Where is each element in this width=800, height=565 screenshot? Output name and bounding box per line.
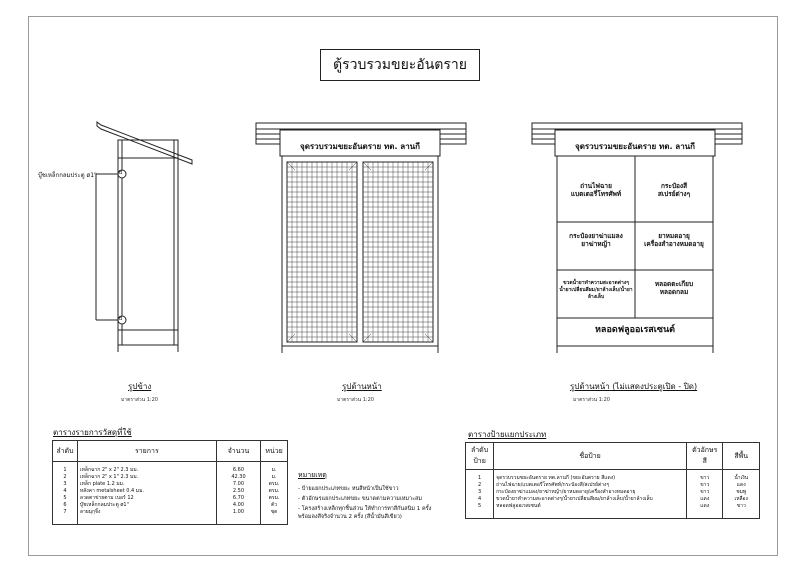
signs-row [466,470,760,483]
materials-cell: ม. [261,462,288,475]
signs-cell: ขาว [687,482,723,489]
materials-cell: 42.30 [216,474,260,481]
signs-cell: กระป๋องยาฆ่าแมลง/ยาฆ่าหญ้า/ยาหมดอายุ/เครื่องสำอางหมดอายุ [494,489,687,496]
materials-header-item: รายการ [77,441,216,462]
materials-cell: 5 [53,495,78,502]
signs-table [465,442,760,519]
signs-cell: ขาว [687,489,723,496]
signs-row [466,482,760,489]
front-view-caption: รูปด้านหน้า [342,382,382,391]
signs-row [466,496,760,503]
signs-header-bg-color: สีพื้น [723,443,760,470]
materials-row [53,502,288,509]
materials-cell: ตรม. [261,488,288,495]
materials-cell: ตรม. [261,495,288,502]
signs-spacer [466,510,760,519]
materials-cell: 1 [53,462,78,475]
signs-row [466,503,760,510]
materials-cell: ลวดตาข่ายตาม เบอร์ 12 [77,495,216,502]
materials-cell: 4.00 [216,502,260,509]
signs-title: ตารางป้ายแยกประเภท [468,430,547,439]
materials-cell: 6.70 [216,495,260,502]
materials-cell: หลังคา metalsheet 0.4 มม. [77,488,216,495]
materials-cell: 2.50 [216,488,260,495]
materials-cell: ม. [261,474,288,481]
materials-row [53,495,288,502]
signs-cell: ถ่านไฟฉาย/แบตเตอรี่โทรศัพท์/กระป๋องสี/สเปรย์ต่างๆ [494,482,687,489]
side-view-callout: บู๊ชเหล็กกลมประตู ø1" [38,172,97,179]
front-view-scale: มาตราส่วน 1:20 [337,397,374,403]
zone-paint-cans: กระป๋องสี สเปรย์ต่างๆ [657,182,691,198]
note-line: - ตัวอักษรแยกประเภทขยะ ขนาดตามความเหมาะสม [298,496,423,502]
materials-cell: บู๊ชเหล็กกลมประตู ø1" [77,502,216,509]
signs-body [466,470,760,519]
notes [298,470,431,521]
materials-cell: 7.00 [216,481,260,488]
materials-header-unit: หน่วย [261,441,288,462]
notes-title: หมายเหตุ [298,471,327,479]
signs-cell: เหลือง [723,496,760,503]
front-open-view-caption: รูปด้านหน้า (ไม่แสดงประตูเปิด - ปิด) [570,382,698,391]
materials-cell: 6.60 [216,462,260,475]
side-view-drawing [96,122,192,352]
zone-pesticide: กระป๋องยาฆ่าแมลง ยาฆ่าหญ้า [569,232,623,248]
materials-cell: 1.00 [216,509,260,516]
materials-body [53,462,288,525]
note-line: พร้อมลงสีจริงจำนวน 2 ครั้ง (สีน้ำมันสีเขียว) [298,514,402,520]
materials-cell: เหล็ก plate 1.2 มม. [77,481,216,488]
front-view-drawing [256,123,466,353]
signs-header-no: ลำดับ ป้าย [466,443,494,470]
mesh-line [349,334,357,342]
signs-cell: แดง [723,482,760,489]
mesh-line [425,334,433,342]
side-view-marker-top: B [119,170,123,176]
materials-row [53,481,288,488]
materials-cell: 3 [53,481,78,488]
signs-cell: 5 [466,503,494,510]
side-view-marker-bottom: B [119,316,123,322]
mesh-line [349,162,357,170]
materials-header-qty: จำนวน [216,441,260,462]
zone-fluorescent: หลอดฟลูออเรสเซนต์ [595,325,675,335]
signs-cell: ขวดน้ำยาทำความสะอาดต่างๆ/น้ำยาเปลี่ยนสีผม/ยาล้างเล็บ/น้ำยาล้างเล็บ [494,496,687,503]
materials-cell: เหล็กฉาก 2" x 2" 2.3 มม. [77,462,216,475]
zone-expired: ยาหมดอายุ เครื่องสำอางหมดอายุ [644,232,704,248]
side-view-scale: มาตราส่วน 1:20 [121,397,158,403]
signs-cell: 4 [466,496,494,503]
zone-lamps: หลอดตะเกียบ หลอดกลม [654,280,694,296]
front-open-view-scale: มาตราส่วน 1:20 [573,397,610,403]
signs-cell: แดง [687,496,723,503]
signs-cell: ชมพู [723,489,760,496]
materials-cell: 2 [53,474,78,481]
signs-cell: แดง [687,503,723,510]
materials-cell: 7 [53,509,78,516]
drawing-title: ตู้รวบรวมขยะอันตราย [320,49,480,81]
materials-cell: 4 [53,488,78,495]
materials-cell: ลายมุกุจิ้ง [77,509,216,516]
front-view-sign: จุดรวบรวมขยะอันตราย ทต. ลานกี [300,142,420,151]
mesh-line [425,162,433,170]
materials-table [52,440,288,525]
front-view-mesh [287,162,433,342]
materials-row [53,474,288,481]
mesh-line [287,162,295,170]
materials-spacer [53,516,288,525]
note-line: - โครงสร้างเหล็กทุกชิ้นส่วน ให้ทำการทาสีกันสนิม 1 ครั้ง [298,506,432,512]
materials-cell: ตัว [261,502,288,509]
signs-cell: ขาว [687,470,723,483]
signs-header-name: ชื่อป้าย [494,443,687,470]
materials-row [53,509,288,516]
signs-header-text-color: ตัวอักษร สี [687,443,723,470]
materials-row [53,488,288,495]
mesh-line [287,334,295,342]
signs-cell: 2 [466,482,494,489]
materials-cell: เหล็กฉาก 2" x 1" 2.3 มม. [77,474,216,481]
materials-header-no: ลำดับ [53,441,78,462]
zone-batteries: ถ่านไฟฉาย แบตเตอรี่โทรศัพท์ [570,182,622,198]
signs-cell: น้ำเงิน [723,470,760,483]
materials-cell: 6 [53,502,78,509]
front-open-view-sign: จุดรวบรวมขยะอันตราย ทต. ลานกี [575,142,695,151]
materials-row [53,462,288,475]
materials-cell: ชุด [261,509,288,516]
signs-cell: ขาว [723,503,760,510]
note-line: - ป้ายแยกประเภทขยะ หนสีหน้าเป็นใช้ขาว [298,486,399,492]
mesh-line [363,162,371,170]
mesh-line [363,334,371,342]
side-view-caption: รูปข้าง [128,382,152,391]
signs-cell: 3 [466,489,494,496]
materials-cell: ตรม. [261,481,288,488]
signs-cell: หลอดฟลูออเรสเซนต์ [494,503,687,510]
signs-cell: 1 [466,470,494,483]
materials-title: ตารางรายการวัสดุที่ใช้ [53,428,132,437]
signs-row [466,489,760,496]
zone-cleaners: ขวดน้ำยาทำความสะอาดต่างๆ น้ำยาเปลี่ยนสีผม/ยาล้างเล็บ/น้ำยาล้างเล็บ [559,280,633,300]
signs-cell: จุดรวบรวมขยะอันตราย ทต.ลานกี (ขยะอันตราย สีแดง) [494,470,687,483]
